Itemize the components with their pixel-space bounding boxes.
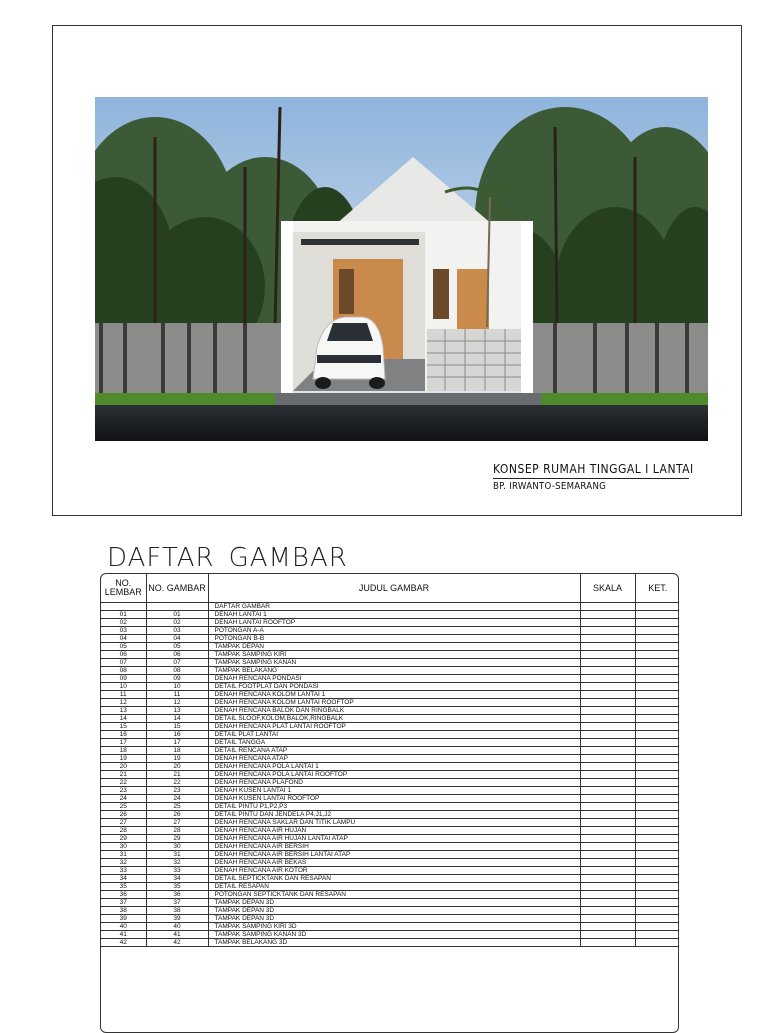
owner-label: BP. IRWANTO-SEMARANG [493,481,607,492]
cell-no-lembar: 18 [101,747,146,755]
cell-skala [580,667,635,675]
cell-ket [635,707,679,715]
cell-no-gambar: 40 [146,923,208,931]
cell-skala [580,715,635,723]
cell-skala [580,739,635,747]
cell-no-lembar: 31 [101,851,146,859]
cell-skala [580,747,635,755]
cell-no-gambar: 39 [146,915,208,923]
cell-no-lembar: 36 [101,891,146,899]
cell-ket [635,619,679,627]
cell-skala [580,803,635,811]
table-row [101,907,679,915]
table-row [101,883,679,891]
cell-no-gambar: 34 [146,875,208,883]
cell-ket [635,635,679,643]
cell-ket [635,771,679,779]
cell-ket [635,923,679,931]
cell-no-gambar: 08 [146,667,208,675]
table-row [101,867,679,875]
cell-no-lembar: 16 [101,731,146,739]
cell-skala [580,619,635,627]
cell-ket [635,835,679,843]
cell-no-lembar: 35 [101,883,146,891]
cell-no-lembar: 02 [101,619,146,627]
cell-ket [635,699,679,707]
cell-judul-gambar: DENAH RENCANA POLA LANTAI 1 [208,763,580,771]
cell-ket [635,755,679,763]
cell-skala [580,659,635,667]
cell-ket [635,907,679,915]
cell-skala [580,811,635,819]
cell-judul-gambar: DENAH RENCANA SAKLAR DAN TITIK LAMPU [208,819,580,827]
col-header-no-lembar: NO. LEMBAR [101,574,146,603]
table-row [101,619,679,627]
cell-ket [635,867,679,875]
cell-no-lembar: 28 [101,827,146,835]
cell-ket [635,763,679,771]
cell-ket [635,827,679,835]
cell-judul-gambar: DETAIL TANGGA [208,739,580,747]
cell-skala [580,843,635,851]
cell-no-lembar: 25 [101,803,146,811]
table-row [101,643,679,651]
table-row [101,851,679,859]
cell-no-gambar: 13 [146,707,208,715]
cell-skala [580,723,635,731]
cell-skala [580,787,635,795]
table-row [101,771,679,779]
cell-skala [580,795,635,803]
cell-no-lembar: 15 [101,723,146,731]
cell-no-lembar: 03 [101,627,146,635]
cell-judul-gambar: DENAH RENCANA PLAFOND [208,779,580,787]
cell-no-lembar: 39 [101,915,146,923]
cell-skala [580,835,635,843]
cell-judul-gambar: DENAH RENCANA AIR BERSIH LANTAI ATAP [208,851,580,859]
cell-no-gambar: 07 [146,659,208,667]
cell-no-lembar: 24 [101,795,146,803]
cell-judul-gambar: TAMPAK SAMPING KANAN 3D [208,931,580,939]
cell-no-gambar: 38 [146,907,208,915]
cell-judul-gambar: DENAH RENCANA AIR KOTOR [208,867,580,875]
cell-no-lembar: 05 [101,643,146,651]
cell-skala [580,859,635,867]
cell-ket [635,739,679,747]
cell-skala [580,875,635,883]
cell-no-lembar: 21 [101,771,146,779]
cell-no-lembar [101,603,146,611]
cell-no-gambar: 05 [146,643,208,651]
cell-no-gambar: 20 [146,763,208,771]
cell-no-lembar: 10 [101,683,146,691]
cell-ket [635,787,679,795]
cell-judul-gambar: DENAH RENCANA AIR BEKAS [208,859,580,867]
col-header-no-gambar: NO. GAMBAR [146,574,208,603]
cell-no-gambar: 22 [146,779,208,787]
cell-no-lembar: 20 [101,763,146,771]
table-row [101,627,679,635]
cell-ket [635,651,679,659]
cell-judul-gambar: POTONGAN B-B [208,635,580,643]
cell-skala [580,867,635,875]
table-row [101,739,679,747]
cell-no-lembar: 13 [101,707,146,715]
cell-skala [580,731,635,739]
cell-no-gambar: 37 [146,899,208,907]
cell-no-gambar: 32 [146,859,208,867]
col-header-skala: SKALA [580,574,635,603]
table-row [101,827,679,835]
cell-skala [580,651,635,659]
cell-judul-gambar: DETAIL PINTU DAN JENDELA P4,J1,J2 [208,811,580,819]
cell-no-gambar: 09 [146,675,208,683]
cell-judul-gambar: DENAH RENCANA AIR BERSIH [208,843,580,851]
cell-ket [635,795,679,803]
cell-no-lembar: 09 [101,675,146,683]
cell-ket [635,683,679,691]
cell-no-lembar: 32 [101,859,146,867]
cell-ket [635,627,679,635]
cell-judul-gambar: DENAH RENCANA AIR HUJAN LANTAI ATAP [208,835,580,843]
cell-no-gambar: 24 [146,795,208,803]
cell-skala [580,819,635,827]
cell-judul-gambar: TAMPAK BELAKANG 3D [208,939,580,947]
cell-no-lembar: 40 [101,923,146,931]
cell-ket [635,731,679,739]
cell-no-lembar: 34 [101,875,146,883]
cell-skala [580,683,635,691]
cell-no-lembar: 29 [101,835,146,843]
cell-no-lembar: 01 [101,611,146,619]
drawing-list-table-frame [100,573,679,1033]
table-header-row [101,574,679,603]
cell-judul-gambar: TAMPAK BELAKANG [208,667,580,675]
cell-skala [580,931,635,939]
table-row [101,779,679,787]
cell-judul-gambar: DETAIL RESAPAN [208,883,580,891]
cell-skala [580,851,635,859]
table-row [101,811,679,819]
col-header-ket: KET. [635,574,679,603]
cell-judul-gambar: DETAIL SLOOF,KOLOM,BALOK,RINGBALK [208,715,580,723]
drawing-list-table [101,574,679,947]
table-row [101,939,679,947]
cell-no-gambar: 19 [146,755,208,763]
table-row [101,659,679,667]
cell-judul-gambar: TAMPAK DEPAN [208,643,580,651]
col-header-judul-gambar: JUDUL GAMBAR [208,574,580,603]
cell-no-lembar: 04 [101,635,146,643]
cell-no-lembar: 26 [101,811,146,819]
cell-ket [635,875,679,883]
table-row [101,651,679,659]
table-row [101,891,679,899]
cell-judul-gambar: DAFTAR GAMBAR [208,603,580,611]
cell-ket [635,779,679,787]
cell-skala [580,891,635,899]
cell-ket [635,723,679,731]
cell-judul-gambar: DENAH RENCANA BALOK DAN RINGBALK [208,707,580,715]
cell-skala [580,763,635,771]
table-row [101,755,679,763]
cell-skala [580,611,635,619]
cell-ket [635,931,679,939]
cell-skala [580,915,635,923]
cell-judul-gambar: DENAH LANTAI ROOFTOP [208,619,580,627]
table-row [101,707,679,715]
cell-skala [580,627,635,635]
table-row [101,723,679,731]
cell-skala [580,923,635,931]
cell-ket [635,747,679,755]
cell-skala [580,603,635,611]
cell-ket [635,803,679,811]
table-row [101,835,679,843]
cell-no-lembar: 14 [101,715,146,723]
cell-judul-gambar: TAMPAK DEPAN 3D [208,915,580,923]
table-row [101,731,679,739]
cell-judul-gambar: DENAH RENCANA POLA LANTAI ROOFTOP [208,771,580,779]
table-row [101,635,679,643]
cell-judul-gambar: DENAH RENCANA PONDASI [208,675,580,683]
cell-no-gambar: 30 [146,843,208,851]
table-row [101,603,679,611]
cover-sheet [52,25,742,516]
cell-no-lembar: 41 [101,931,146,939]
cell-judul-gambar: TAMPAK SAMPING KIRI [208,651,580,659]
cell-no-lembar: 12 [101,699,146,707]
cell-skala [580,827,635,835]
table-row [101,931,679,939]
cell-judul-gambar: DENAH RENCANA KOLOM LANTAI 1 [208,691,580,699]
table-row [101,667,679,675]
cell-ket [635,811,679,819]
cell-no-lembar: 22 [101,779,146,787]
cell-no-lembar: 30 [101,843,146,851]
cell-judul-gambar: POTONGAN SEPTICKTANK DAN RESAPAN [208,891,580,899]
table-row [101,859,679,867]
table-row [101,795,679,803]
cell-ket [635,691,679,699]
cell-no-lembar: 27 [101,819,146,827]
cell-judul-gambar: TAMPAK DEPAN 3D [208,907,580,915]
cell-judul-gambar: DETAIL RENCANA ATAP [208,747,580,755]
house-render-illustration [95,97,708,441]
cell-ket [635,899,679,907]
table-row [101,699,679,707]
cell-ket [635,819,679,827]
cell-skala [580,883,635,891]
cell-judul-gambar: DENAH KUSEN LANTAI ROOFTOP [208,795,580,803]
cell-skala [580,771,635,779]
drawing-list-title-word-2: GAMBAR [228,543,348,573]
cell-ket [635,643,679,651]
cell-ket [635,659,679,667]
cell-no-gambar: 10 [146,683,208,691]
cell-no-gambar: 36 [146,891,208,899]
cell-no-gambar: 28 [146,827,208,835]
cell-no-gambar: 18 [146,747,208,755]
cell-no-gambar: 26 [146,811,208,819]
cell-no-gambar: 23 [146,787,208,795]
cell-judul-gambar: DETAIL FOOTPLAT DAN PONDASI [208,683,580,691]
cell-skala [580,643,635,651]
cell-ket [635,603,679,611]
table-row [101,763,679,771]
cell-no-gambar: 25 [146,803,208,811]
cell-skala [580,907,635,915]
cell-no-gambar: 29 [146,835,208,843]
cell-no-gambar: 14 [146,715,208,723]
cell-judul-gambar: POTONGAN A-A [208,627,580,635]
cell-no-lembar: 37 [101,899,146,907]
cell-ket [635,851,679,859]
cell-no-lembar: 33 [101,867,146,875]
cell-judul-gambar: TAMPAK DEPAN 3D [208,899,580,907]
cell-no-gambar: 01 [146,611,208,619]
cell-no-lembar: 06 [101,651,146,659]
title-block [493,462,694,492]
cell-no-gambar: 27 [146,819,208,827]
cell-judul-gambar: TAMPAK SAMPING KANAN [208,659,580,667]
table-row [101,747,679,755]
cell-ket [635,675,679,683]
cell-ket [635,843,679,851]
cell-judul-gambar: TAMPAK SAMPING KIRI 3D [208,923,580,931]
cell-no-gambar: 02 [146,619,208,627]
table-row [101,803,679,811]
cell-ket [635,611,679,619]
cell-judul-gambar: DENAH RENCANA AIR HUJAN [208,827,580,835]
cell-ket [635,891,679,899]
table-row [101,787,679,795]
cell-no-lembar: 23 [101,787,146,795]
cell-no-gambar: 16 [146,731,208,739]
table-row [101,715,679,723]
cell-no-gambar: 17 [146,739,208,747]
cell-no-gambar: 12 [146,699,208,707]
cell-ket [635,883,679,891]
cell-no-gambar: 11 [146,691,208,699]
cell-no-gambar [146,603,208,611]
table-row [101,691,679,699]
cell-skala [580,699,635,707]
cell-judul-gambar: DENAH KUSEN LANTAI 1 [208,787,580,795]
table-row [101,875,679,883]
cell-no-gambar: 41 [146,931,208,939]
cell-judul-gambar: DENAH LANTAI 1 [208,611,580,619]
cell-skala [580,675,635,683]
cell-skala [580,899,635,907]
cell-skala [580,691,635,699]
cell-no-lembar: 17 [101,739,146,747]
cell-no-lembar: 11 [101,691,146,699]
cell-no-lembar: 07 [101,659,146,667]
cell-judul-gambar: DETAIL SEPTICKTANK DAN RESAPAN [208,875,580,883]
table-row [101,923,679,931]
cell-ket [635,939,679,947]
cell-ket [635,667,679,675]
cell-judul-gambar: DETAIL PINTU P1,P2,P3 [208,803,580,811]
table-row [101,675,679,683]
project-title: KONSEP RUMAH TINGGAL I LANTAI [493,462,689,479]
table-row [101,611,679,619]
cell-ket [635,859,679,867]
cell-skala [580,939,635,947]
drawing-list-title-word-1: DAFTAR [107,543,215,573]
cell-no-lembar: 42 [101,939,146,947]
cell-no-gambar: 31 [146,851,208,859]
cell-judul-gambar: DENAH RENCANA PLAT LANTAI ROOFTOP [208,723,580,731]
cell-judul-gambar: DENAH RENCANA ATAP [208,755,580,763]
cell-no-gambar: 15 [146,723,208,731]
cell-ket [635,915,679,923]
cell-no-lembar: 38 [101,907,146,915]
cell-skala [580,779,635,787]
cell-ket [635,715,679,723]
cell-no-lembar: 08 [101,667,146,675]
cell-skala [580,707,635,715]
table-row [101,819,679,827]
table-row [101,683,679,691]
cell-no-gambar: 33 [146,867,208,875]
cell-no-gambar: 21 [146,771,208,779]
table-row [101,843,679,851]
cell-no-gambar: 35 [146,883,208,891]
cell-skala [580,755,635,763]
cell-no-gambar: 42 [146,939,208,947]
cell-skala [580,635,635,643]
cell-no-gambar: 04 [146,635,208,643]
table-row [101,915,679,923]
cell-no-gambar: 03 [146,627,208,635]
table-body [101,603,679,947]
cell-no-lembar: 19 [101,755,146,763]
cell-judul-gambar: DETAIL PLAT LANTAI [208,731,580,739]
table-row [101,899,679,907]
house-render-image [95,97,708,441]
cell-judul-gambar: DENAH RENCANA KOLOM LANTAI ROOFTOP [208,699,580,707]
drawing-list-title [107,543,362,573]
cell-no-gambar: 06 [146,651,208,659]
